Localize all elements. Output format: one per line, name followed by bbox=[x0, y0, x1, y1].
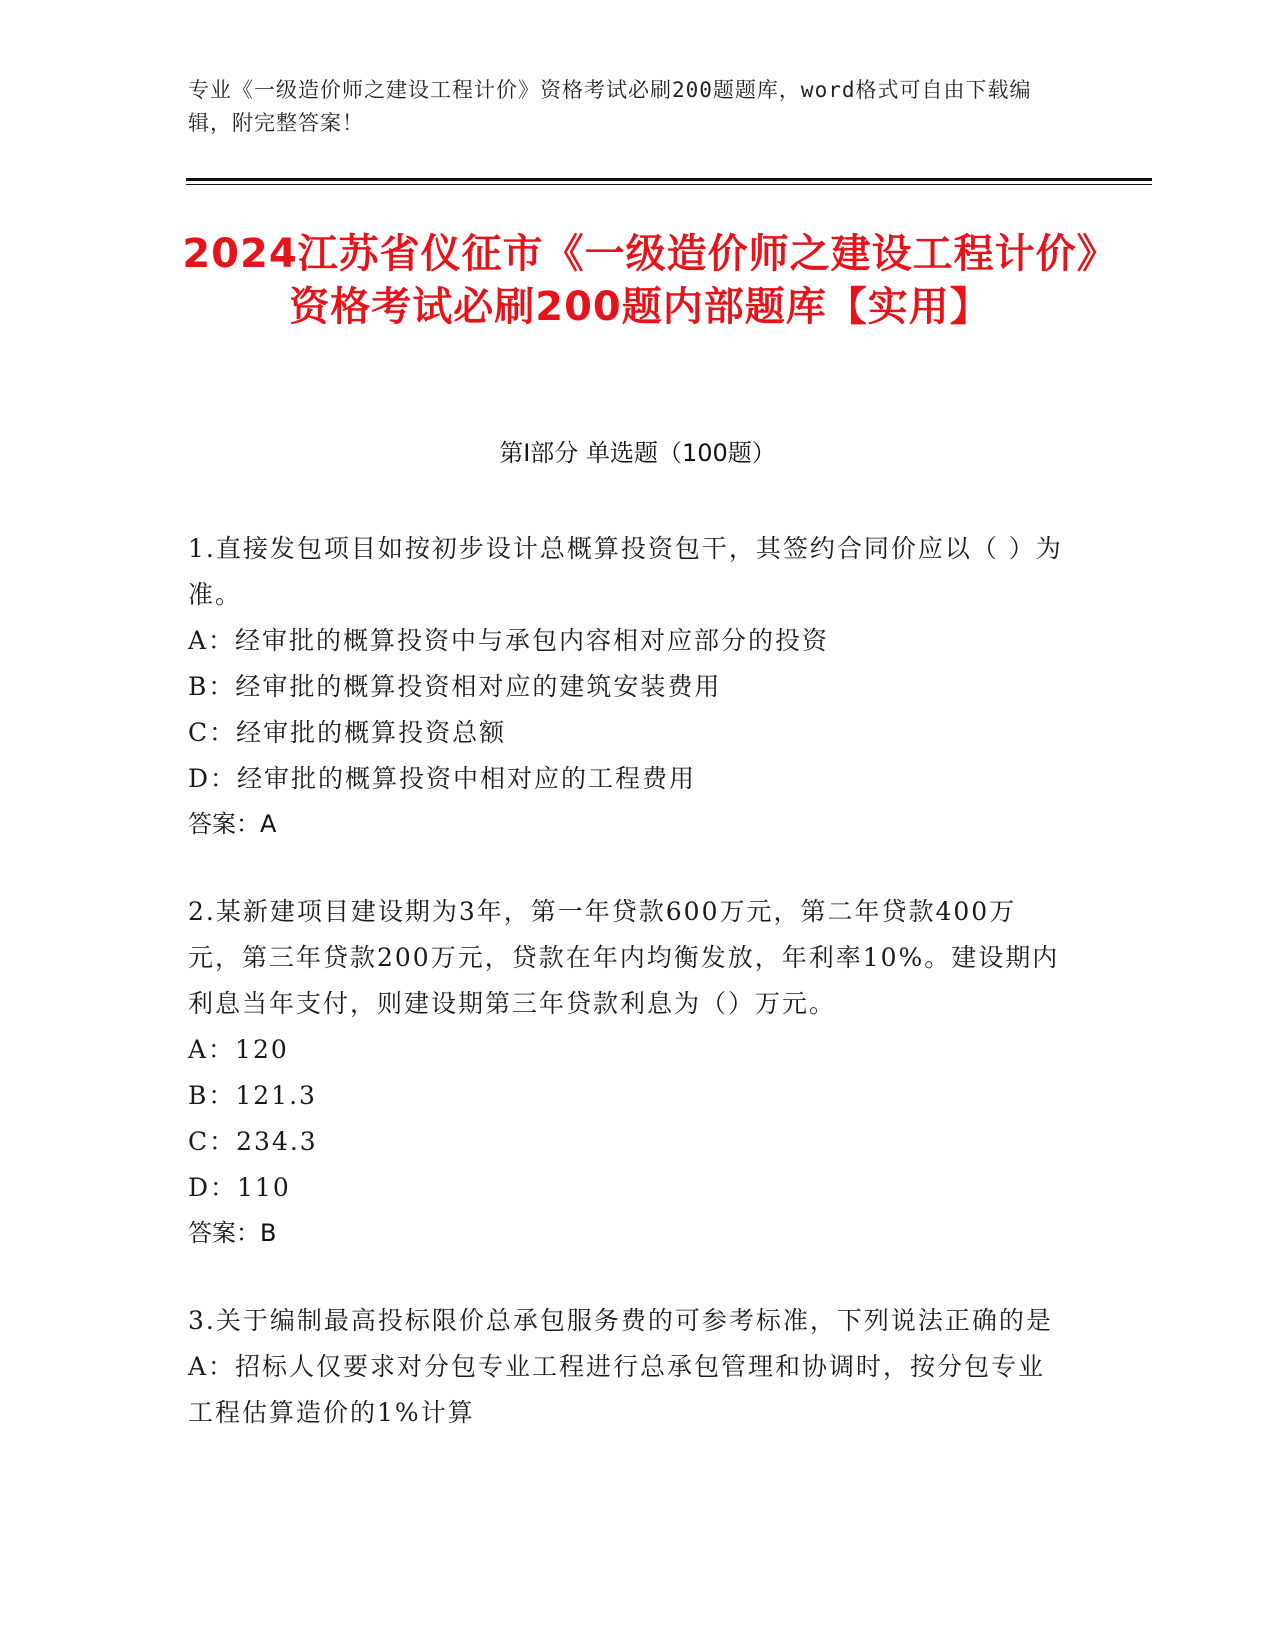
option-d: D：经审批的概算投资中相对应的工程费用 bbox=[188, 764, 697, 793]
option-a: A：120 bbox=[188, 1035, 289, 1064]
option-b: B：经审批的概算投资相对应的建筑安装费用 bbox=[188, 672, 722, 701]
option-a: A：经审批的概算投资中与承包内容相对应部分的投资 bbox=[188, 626, 830, 655]
document-title: 2024江苏省仪征市《一级造价师之建设工程计价》资格考试必刷200题内部题库【实用】 bbox=[182, 231, 1098, 330]
question-text: 1.直接发包项目如按初步设计总概算投资包干，其签约合同价应以（ ）为准。 bbox=[188, 534, 1063, 609]
option-a: A：招标人仅要求对分包专业工程进行总承包管理和协调时，按分包专业工程估算造价的1%计算 bbox=[188, 1352, 1046, 1427]
question-text: 2.某新建项目建设期为3年，第一年贷款600万元，第二年贷款400万元，第三年贷款200万元，贷款在年内均衡发放，年利率10%。建设期内利息当年支付，则建设期第三年贷款利息为（）万元。 bbox=[188, 897, 1060, 1018]
option-d: D：110 bbox=[188, 1173, 291, 1202]
question-1 bbox=[188, 526, 1068, 846]
header-divider-thick bbox=[186, 178, 1152, 181]
section-heading: 第I部分 单选题（100题） bbox=[499, 439, 776, 467]
header-divider-thin bbox=[186, 184, 1152, 185]
option-c: C：经审批的概算投资总额 bbox=[188, 718, 507, 747]
answer-line: 答案：A bbox=[188, 810, 277, 838]
option-c: C：234.3 bbox=[188, 1127, 318, 1156]
header-note: 专业《一级造价师之建设工程计价》资格考试必刷200题题库，word格式可自由下载编辑，附完整答案！ bbox=[188, 78, 1032, 135]
question-2 bbox=[188, 889, 1068, 1255]
answer-line: 答案：B bbox=[188, 1219, 277, 1247]
question-list bbox=[188, 526, 1068, 1479]
question-text: 3.关于编制最高投标限价总承包服务费的可参考标准，下列说法正确的是 bbox=[188, 1306, 1053, 1335]
option-b: B：121.3 bbox=[188, 1081, 317, 1110]
question-3 bbox=[188, 1298, 1068, 1436]
